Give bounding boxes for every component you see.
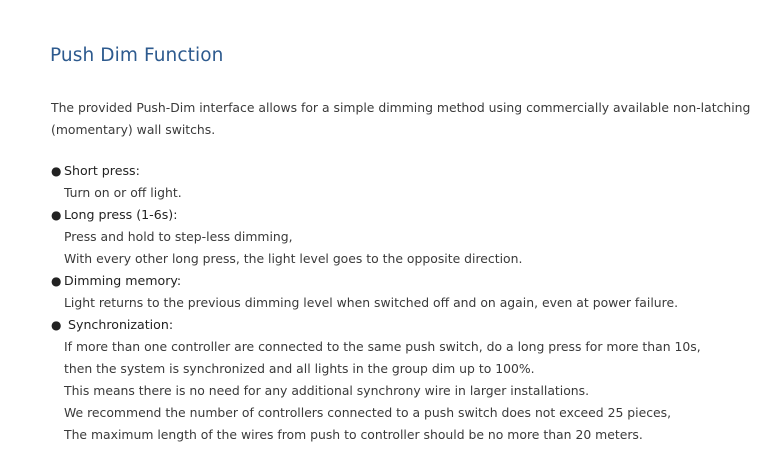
feature-list — [51, 160, 771, 446]
feature-line: This means there is no need for any additional synchrony wire in larger installations. — [64, 383, 590, 398]
feature-dimming-memory — [51, 270, 771, 314]
feature-line: Press and hold to step-less dimming, — [64, 229, 293, 244]
feature-line: We recommend the number of controllers connected to a push switch does not exceed 25 pieces, — [64, 405, 672, 420]
page-title: Push Dim Function — [50, 45, 224, 66]
feature-heading: Short press: — [64, 163, 140, 178]
feature-line: With every other long press, the light level goes to the opposite direction. — [64, 251, 523, 266]
intro-line: (momentary) wall switchs. — [51, 122, 216, 137]
feature-line: Light returns to the previous dimming level when switched off and on again, even at power failure. — [64, 295, 679, 310]
bullet-icon: ● — [51, 208, 62, 222]
feature-heading: Synchronization: — [68, 317, 174, 332]
intro-paragraph — [51, 97, 771, 141]
feature-line: then the system is synchronized and all lights in the group dim up to 100%. — [64, 361, 535, 376]
bullet-icon: ● — [51, 164, 62, 178]
feature-synchronization — [51, 314, 771, 446]
feature-short-press — [51, 160, 771, 204]
feature-line: Turn on or off light. — [64, 185, 182, 200]
bullet-icon: ● — [51, 274, 62, 288]
bullet-icon: ● — [51, 318, 62, 332]
feature-heading: Dimming memory: — [64, 273, 182, 288]
intro-line: The provided Push-Dim interface allows for a simple dimming method using commercially available non-latching — [51, 100, 751, 115]
feature-line: If more than one controller are connected to the same push switch, do a long press for more than 10s, — [64, 339, 701, 354]
feature-long-press — [51, 204, 771, 270]
feature-heading: Long press (1-6s): — [64, 207, 178, 222]
feature-line: The maximum length of the wires from push to controller should be no more than 20 meters. — [64, 427, 643, 442]
